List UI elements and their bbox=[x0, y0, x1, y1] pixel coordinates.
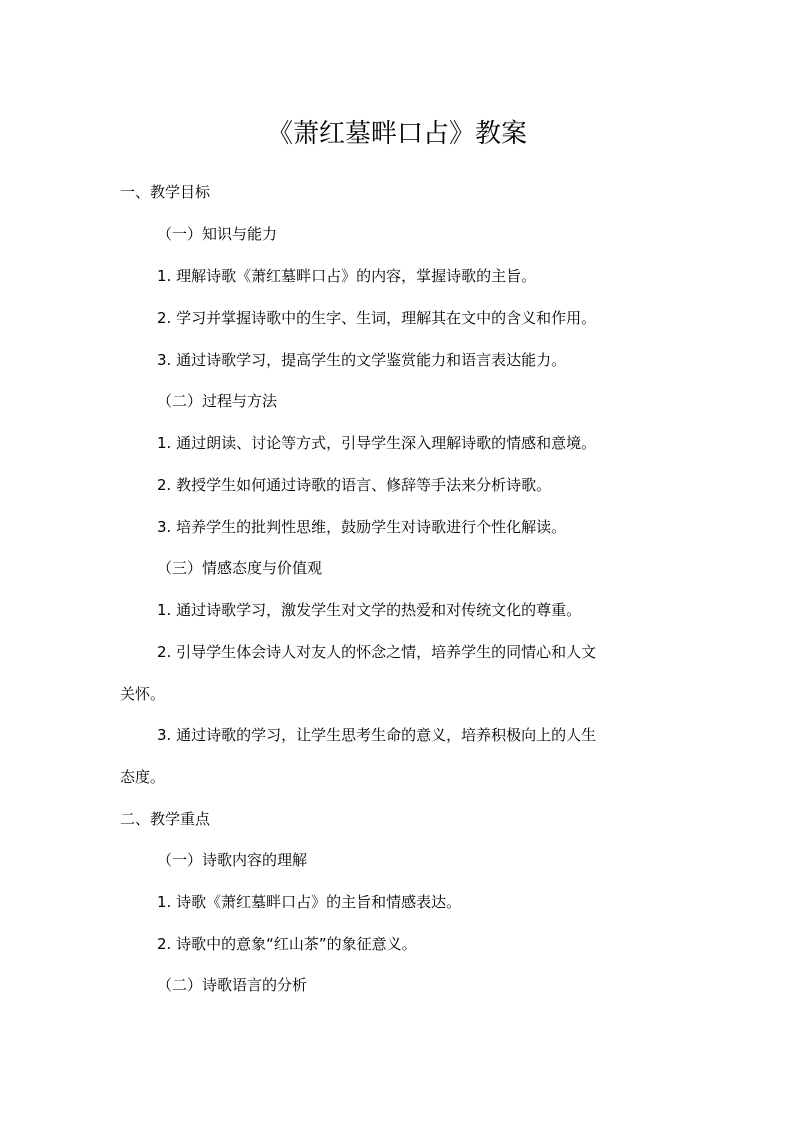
subsection-heading-knowledge: （一）知识与能力 bbox=[157, 225, 278, 243]
section-heading-teaching-goals: 一、教学目标 bbox=[120, 183, 211, 201]
subsection-heading-values: （三）情感态度与价值观 bbox=[157, 559, 323, 577]
list-item: 2. 教授学生如何通过诗歌的语言、修辞等手法来分析诗歌。 bbox=[157, 476, 552, 494]
list-item: 3. 通过诗歌学习，提高学生的文学鉴赏能力和语言表达能力。 bbox=[157, 351, 567, 369]
document-title: 《萧红墓畔口占》教案 bbox=[266, 119, 527, 149]
subsection-heading-content: （一）诗歌内容的理解 bbox=[157, 851, 308, 869]
list-item: 2. 学习并掌握诗歌中的生字、生词，理解其在文中的含义和作用。 bbox=[157, 309, 597, 327]
list-item: 1. 通过朗读、讨论等方式，引导学生深入理解诗歌的情感和意境。 bbox=[157, 434, 597, 452]
list-item-continuation: 关怀。 bbox=[120, 685, 166, 703]
list-item: 1. 通过诗歌学习，激发学生对文学的热爱和对传统文化的尊重。 bbox=[157, 601, 582, 619]
list-item-continuation: 态度。 bbox=[120, 768, 166, 786]
list-item: 2. 引导学生体会诗人对友人的怀念之情，培养学生的同情心和人文 bbox=[157, 643, 597, 661]
section-heading-teaching-focus: 二、教学重点 bbox=[120, 810, 211, 828]
list-item: 1. 理解诗歌《萧红墓畔口占》的内容，掌握诗歌的主旨。 bbox=[157, 267, 537, 285]
subsection-heading-language: （二）诗歌语言的分析 bbox=[157, 976, 308, 994]
subsection-heading-process: （二）过程与方法 bbox=[157, 392, 278, 410]
list-item: 2. 诗歌中的意象“红山茶”的象征意义。 bbox=[157, 935, 417, 953]
list-item: 3. 通过诗歌的学习，让学生思考生命的意义，培养积极向上的人生 bbox=[157, 726, 597, 744]
list-item: 3. 培养学生的批判性思维，鼓励学生对诗歌进行个性化解读。 bbox=[157, 518, 567, 536]
list-item: 1. 诗歌《萧红墓畔口占》的主旨和情感表达。 bbox=[157, 893, 462, 911]
